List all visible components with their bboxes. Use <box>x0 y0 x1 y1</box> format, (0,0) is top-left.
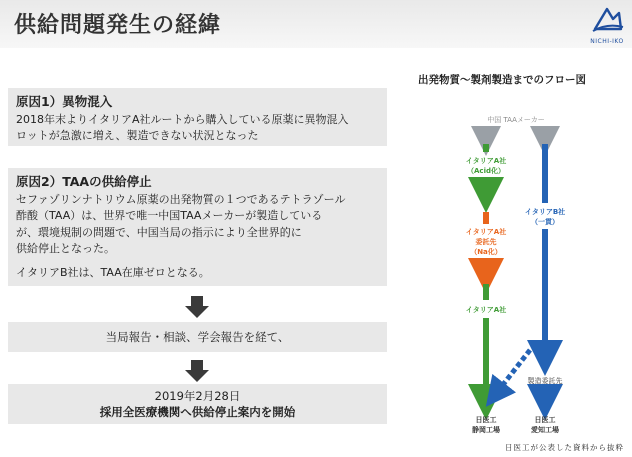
announcement-action: 採用全医療機関へ供給停止案内を開始 <box>99 405 296 419</box>
flow-contract-label: 製造委託先 <box>527 377 563 385</box>
cause1-heading: 原因1）異物混入 <box>16 94 113 109</box>
flow-italyB-label: イタリアB社 <box>524 208 566 216</box>
cause2-heading: 原因2）TAAの供給停止 <box>16 174 152 189</box>
flow-consign-sub: 委託先 <box>475 238 497 246</box>
cause2-line: 酢酸（TAA）は、世界で唯一中国TAAメーカーが製造している <box>16 209 323 222</box>
flow-italyB-sub: （一貫） <box>531 218 559 226</box>
cause2-line: 供給停止となった。 <box>16 242 115 255</box>
flow-nichiiko-aichi: 日医工 <box>534 416 556 424</box>
flow-nichiiko-shizuoka-sub: 静岡工場 <box>472 426 500 434</box>
report-step: 当局報告・相談、学会報告を経て、 <box>8 322 387 352</box>
logo-text: NICHI-IKO <box>590 38 624 45</box>
flow-italyA2-label: イタリアA社 <box>465 306 507 314</box>
flow-consign-sub: （Na化） <box>470 248 502 256</box>
cause1-line: ロットが急激に増え、製造できない状況となった <box>16 129 259 142</box>
flow-dashed-arrow <box>495 350 530 395</box>
flow-italyA1-label: イタリアA社 <box>465 157 507 165</box>
cause2-note: イタリアB社は、TAA在庫ゼロとなる。 <box>16 265 210 279</box>
flow-italyA1-sub: （Acid化） <box>467 167 505 175</box>
flow-title: 出発物質～製剤製造までのフロー図 <box>418 74 586 86</box>
flow-source: 中国 TAAメーカー <box>487 116 545 124</box>
flow-consign-label: イタリアA社 <box>465 228 507 236</box>
flow-nichiiko-shizuoka: 日医工 <box>475 416 497 424</box>
flow-nichiiko-aichi-sub: 愛知工場 <box>531 426 559 434</box>
cause2-line: が、環境規制の問題で、中国当局の指示により全世界的に <box>16 225 302 239</box>
announcement-date: 2019年2月28日 <box>154 389 241 403</box>
source-credit: 日医工が公表した資料から抜粋 <box>505 443 624 452</box>
cause2-line: セファゾリンナトリウム原薬の出発物質の１つであるテトラゾール <box>16 192 346 206</box>
page-title: 供給問題発生の経緯 <box>14 13 222 38</box>
cause1-line: 2018年末よりイタリアA社ルートから購入している原薬に異物混入 <box>16 112 349 126</box>
